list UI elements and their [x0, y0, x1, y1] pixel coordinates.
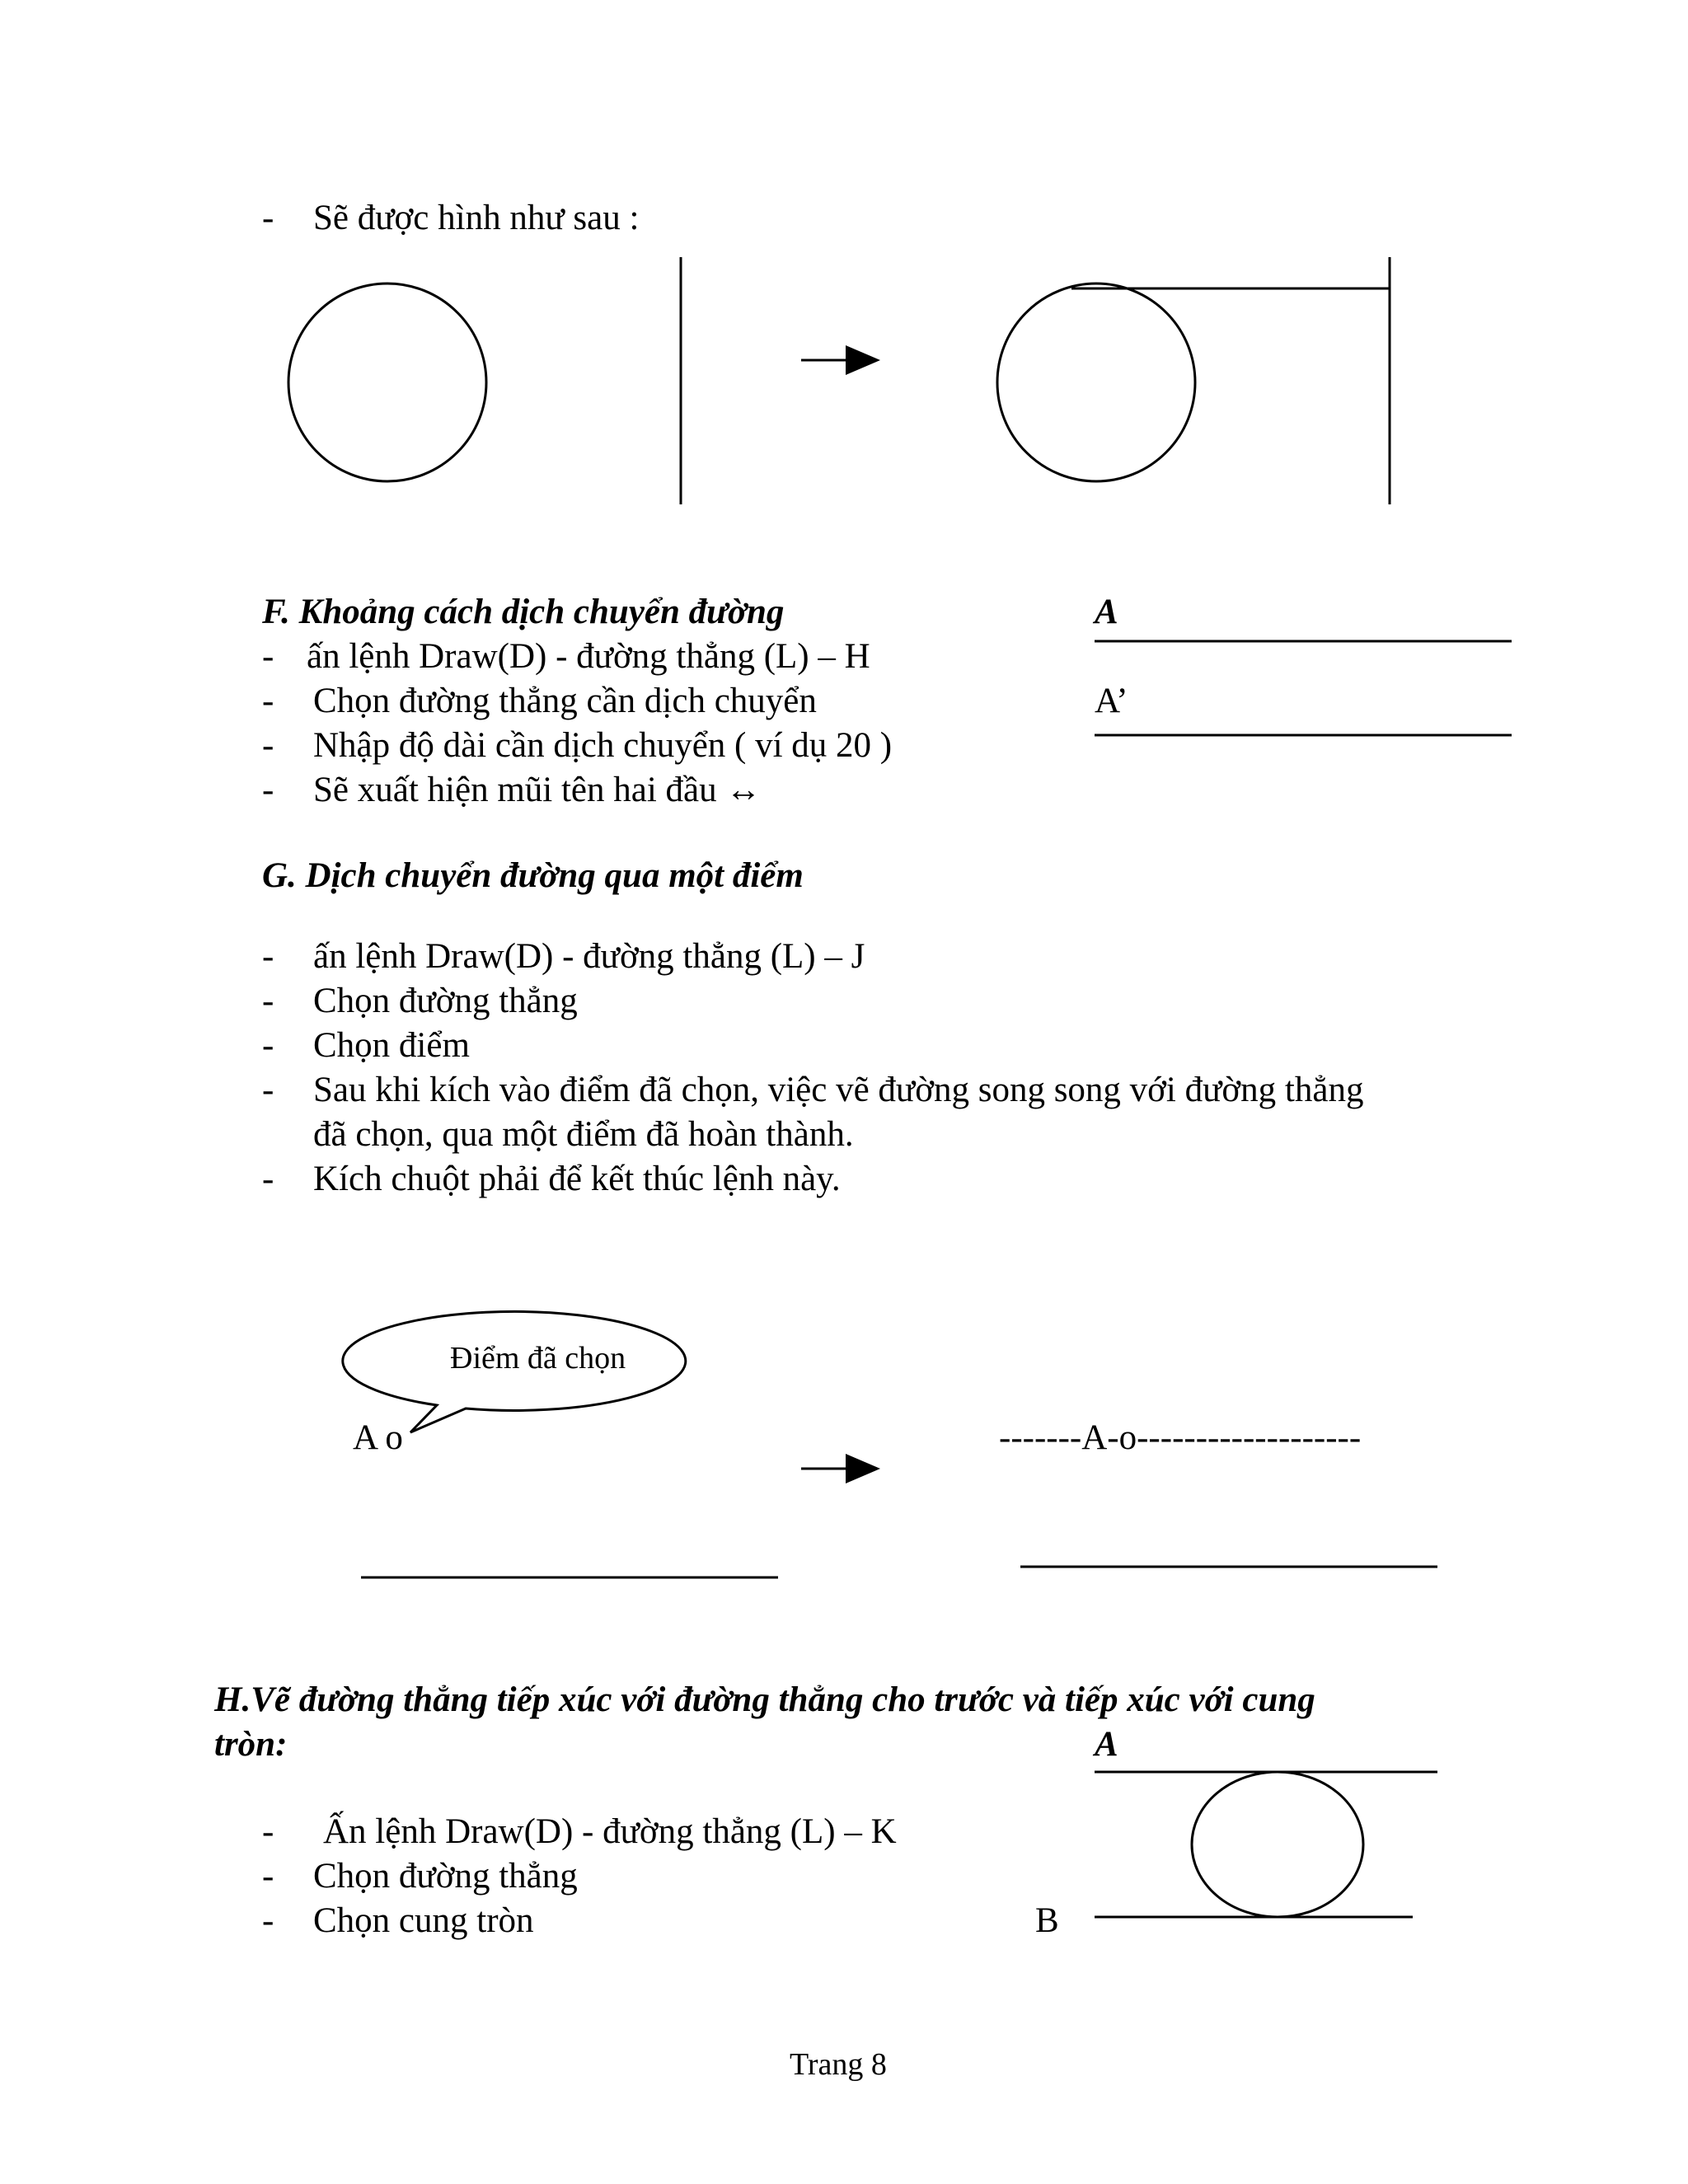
- label-a-prime: A’: [1095, 682, 1128, 720]
- bullet-dash: -: [262, 637, 274, 676]
- section-f-item: ấn lệnh Draw(D) - đường thẳng (L) – H: [307, 637, 870, 676]
- bullet-dash: -: [262, 726, 274, 765]
- figure-circle-line-after: [997, 257, 1390, 504]
- label-a: A: [1095, 593, 1118, 631]
- bullet-dash: -: [262, 982, 274, 1020]
- label-a: A: [1095, 1725, 1118, 1764]
- section-f-item: Chọn đường thẳng cần dịch chuyển: [313, 682, 817, 720]
- figure-circle-line-before: [288, 257, 681, 504]
- bullet-dash: -: [262, 1812, 274, 1851]
- section-h-item: Chọn cung tròn: [313, 1901, 534, 1940]
- section-f-item: Nhập độ dài cần dịch chuyển ( ví dụ 20 ): [313, 726, 893, 765]
- section-g-item-continued: đã chọn, qua một điểm đã hoàn thành.: [313, 1115, 854, 1154]
- section-g-item: Chọn đường thẳng: [313, 982, 578, 1020]
- section-g-item: ấn lệnh Draw(D) - đường thẳng (L) – J: [313, 937, 865, 976]
- tangent-circle: [1192, 1772, 1363, 1917]
- bullet-dash: -: [262, 1857, 274, 1896]
- callout-text: Điểm đã chọn: [450, 1341, 626, 1376]
- bullet-dash: -: [262, 1160, 274, 1198]
- section-f-heading: F. Khoảng cách dịch chuyển đường: [262, 593, 785, 631]
- section-g-heading: G. Dịch chuyển đường qua một điểm: [262, 856, 804, 895]
- bullet-dash: -: [262, 1901, 274, 1940]
- section-h-item: Chọn đường thẳng: [313, 1857, 578, 1896]
- label-b: B: [1035, 1901, 1059, 1940]
- page-number: Trang 8: [790, 2047, 887, 2082]
- bullet-dash: -: [262, 771, 274, 809]
- bullet-dash: -: [262, 1071, 274, 1109]
- bullet-dash: -: [262, 199, 274, 237]
- section-g-item: Sau khi kích vào điểm đã chọn, việc vẽ đường song song với đường thẳng: [313, 1071, 1364, 1109]
- section-h-item: Ấn lệnh Draw(D) - đường thẳng (L) – K: [323, 1812, 897, 1851]
- section-g-item: Chọn điểm: [313, 1026, 470, 1065]
- bullet-dash: -: [262, 682, 274, 720]
- point-label: A o: [353, 1418, 403, 1457]
- result-line-label: -------A-o-------------------: [999, 1418, 1362, 1457]
- section-h-heading: H.Vẽ đường thẳng tiếp xúc với đường thẳng cho trước và tiếp xúc với cung: [214, 1680, 1315, 1719]
- section-f-item: Sẽ xuất hiện mũi tên hai đầu ↔: [313, 771, 762, 809]
- bullet-dash: -: [262, 1026, 274, 1065]
- section-g-item: Kích chuột phải để kết thúc lệnh này.: [313, 1160, 841, 1198]
- section-h-heading-continued: tròn:: [214, 1725, 288, 1764]
- intro-text: Sẽ được hình như sau :: [313, 199, 640, 237]
- bullet-dash: -: [262, 937, 274, 976]
